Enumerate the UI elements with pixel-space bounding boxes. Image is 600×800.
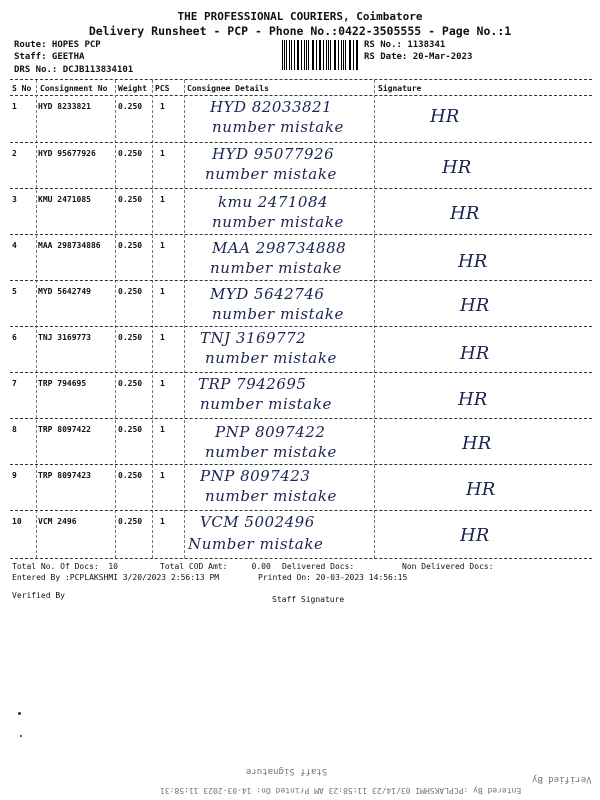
row-weight: 0.250 xyxy=(118,195,143,204)
handwritten-consignment: MAA 298734888 xyxy=(212,239,347,257)
row-sno: 6 xyxy=(12,333,17,342)
row-consignment: HYD 95677926 xyxy=(38,149,96,158)
signature-mark: HR xyxy=(460,525,490,546)
table-row xyxy=(0,281,600,326)
col-header-signature: Signature xyxy=(378,84,422,93)
staff-signature-label: Staff Signature xyxy=(272,595,345,604)
row-pcs: 1 xyxy=(160,102,165,111)
table-row xyxy=(0,143,600,189)
barcode-bar xyxy=(282,40,283,70)
handwritten-note: number mistake xyxy=(200,395,333,413)
row-sno: 7 xyxy=(12,379,17,388)
handwritten-note: number mistake xyxy=(205,165,338,183)
row-sno: 9 xyxy=(12,471,17,480)
signature-mark: HR xyxy=(462,433,492,454)
row-consignment: TRP 8097422 xyxy=(38,425,91,434)
drs-number: DRS No.: DCJB113834101 xyxy=(14,65,134,75)
row-consignment: MYD 5642749 xyxy=(38,287,91,296)
table-top-rule xyxy=(10,79,592,80)
bleed-verified-by: Verified By xyxy=(532,774,592,784)
col-header-pcs: PCS xyxy=(155,84,170,93)
delivered-docs: Delivered Docs: xyxy=(282,562,355,571)
row-pcs: 1 xyxy=(160,471,165,480)
handwritten-note: number mistake xyxy=(205,443,338,461)
speck xyxy=(20,735,22,737)
route-label: Route: HOPES PCP xyxy=(14,40,101,50)
col-header-sno: S No xyxy=(12,84,32,93)
row-weight: 0.250 xyxy=(118,425,143,434)
printed-on: Printed On: 20-03-2023 14:56:15 xyxy=(258,573,408,582)
non-delivered-docs: Non Delivered Docs: xyxy=(402,562,494,571)
row-sno: 5 xyxy=(12,287,17,296)
signature-mark: HR xyxy=(460,295,490,316)
signature-mark: HR xyxy=(442,157,472,178)
table-row xyxy=(0,511,600,557)
barcode-bar xyxy=(291,40,292,70)
barcode-bar xyxy=(350,40,351,70)
table-row xyxy=(0,419,600,464)
handwritten-note: number mistake xyxy=(212,213,345,231)
barcode-bar xyxy=(345,40,346,70)
speck xyxy=(18,712,21,715)
handwritten-note: number mistake xyxy=(205,349,338,367)
total-docs: Total No. Of Docs: 10 xyxy=(12,562,118,571)
handwritten-consignment: HYD 82033821 xyxy=(210,98,333,116)
row-sno: 10 xyxy=(12,517,22,526)
entered-by: Entered By :PCPLAKSHMI 3/20/2023 2:56:13 PM xyxy=(12,573,220,582)
row-sno: 1 xyxy=(12,102,17,111)
table-row xyxy=(0,327,600,372)
signature-mark: HR xyxy=(460,343,490,364)
bleed-staff-signature: Staff Signature xyxy=(246,766,328,776)
table-row xyxy=(0,189,600,234)
row-sno: 4 xyxy=(12,241,17,250)
row-pcs: 1 xyxy=(160,287,165,296)
company-title: THE PROFESSIONAL COURIERS, Coimbatore xyxy=(177,10,423,23)
barcode-bar xyxy=(308,40,309,70)
signature-mark: HR xyxy=(458,389,488,410)
row-consignment: HYD 8233821 xyxy=(38,102,91,111)
row-weight: 0.250 xyxy=(118,241,143,250)
handwritten-note: number mistake xyxy=(212,118,345,136)
barcode-bar xyxy=(334,40,335,70)
signature-mark: HR xyxy=(450,203,480,224)
row-pcs: 1 xyxy=(160,241,165,250)
handwritten-consignment: TRP 7942695 xyxy=(198,375,307,393)
handwritten-note: number mistake xyxy=(205,487,338,505)
handwritten-consignment: PNP 8097422 xyxy=(215,423,326,441)
runsheet-title: Delivery Runsheet - PCP - Phone No.:0422-3505555 - Page No.:1 xyxy=(88,24,512,38)
table-row xyxy=(0,235,600,281)
row-pcs: 1 xyxy=(160,425,165,434)
row-pcs: 1 xyxy=(160,333,165,342)
row-sno: 2 xyxy=(12,149,17,158)
row-consignment: TNJ 3169773 xyxy=(38,333,91,342)
handwritten-consignment: PNP 8097423 xyxy=(200,467,311,485)
barcode xyxy=(282,40,360,70)
total-cod: Total COD Amt: 0.00 xyxy=(160,562,271,571)
row-consignment: KMU 2471085 xyxy=(38,195,91,204)
row-weight: 0.250 xyxy=(118,471,143,480)
handwritten-consignment: HYD 95077926 xyxy=(212,145,335,163)
bleed-printed-line: Entered By :PCPLAKSHMI 03/14/23 11:58:23 AM Printed On: 14-03-2023 11:58:31 xyxy=(160,786,522,795)
handwritten-consignment: MYD 5642746 xyxy=(210,285,325,303)
barcode-bar xyxy=(326,40,327,70)
staff-label: Staff: GEETHA xyxy=(14,52,85,62)
handwritten-note: number mistake xyxy=(210,259,343,277)
handwritten-consignment: TNJ 3169772 xyxy=(200,329,307,347)
row-consignment: MAA 298734886 xyxy=(38,241,101,250)
signature-mark: HR xyxy=(458,251,488,272)
table-bottom-rule xyxy=(10,558,592,559)
row-weight: 0.250 xyxy=(118,149,143,158)
barcode-bar xyxy=(304,40,305,70)
row-consignment: VCM 2496 xyxy=(38,517,77,526)
barcode-bar xyxy=(301,40,302,70)
barcode-bar xyxy=(323,40,324,70)
row-pcs: 1 xyxy=(160,149,165,158)
row-weight: 0.250 xyxy=(118,379,143,388)
rs-number: RS No.: 1138341 xyxy=(364,40,446,50)
row-sno: 8 xyxy=(12,425,17,434)
barcode-bar xyxy=(357,40,358,70)
rs-date: RS Date: 20-Mar-2023 xyxy=(364,52,473,62)
barcode-bar xyxy=(316,40,317,70)
row-weight: 0.250 xyxy=(118,287,143,296)
table-row xyxy=(0,96,600,142)
handwritten-consignment: kmu 2471084 xyxy=(218,193,329,211)
col-header-consignee: Consignee Details xyxy=(187,84,269,93)
signature-mark: HR xyxy=(430,106,460,127)
row-pcs: 1 xyxy=(160,517,165,526)
col-header-weight: Weight xyxy=(118,84,147,93)
row-weight: 0.250 xyxy=(118,517,143,526)
row-sno: 3 xyxy=(12,195,17,204)
verified-by: Verified By xyxy=(12,591,65,600)
handwritten-note: Number mistake xyxy=(188,535,324,553)
signature-mark: HR xyxy=(466,479,496,500)
row-pcs: 1 xyxy=(160,195,165,204)
row-weight: 0.250 xyxy=(118,102,143,111)
row-consignment: TRP 8097423 xyxy=(38,471,91,480)
col-header-consignment: Consignment No xyxy=(40,84,108,93)
row-weight: 0.250 xyxy=(118,333,143,342)
barcode-bar xyxy=(289,40,290,70)
barcode-bar xyxy=(338,40,339,70)
table-row xyxy=(0,465,600,510)
handwritten-consignment: VCM 5002496 xyxy=(200,513,315,531)
table-row xyxy=(0,373,600,418)
handwritten-note: number mistake xyxy=(212,305,345,323)
row-pcs: 1 xyxy=(160,379,165,388)
row-consignment: TRP 794695 xyxy=(38,379,87,388)
